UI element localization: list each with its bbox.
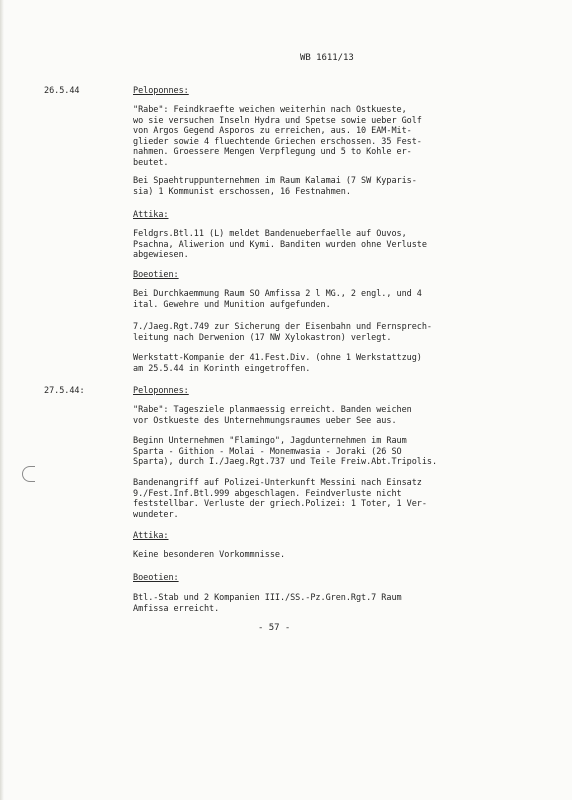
report-paragraph: "Rabe": Tagesziele planmaessig erreicht. Banden weichen vor Ostkueste des Unternehmungsraumes ueber See aus. (133, 405, 412, 426)
page-number: - 57 - (258, 623, 291, 633)
report-paragraph: Bei Durchkaemmung Raum SO Amfissa 2 l MG., 2 engl., und 4 ital. Gewehre und Munition aufgefunden. (133, 289, 422, 310)
report-paragraph: Keine besonderen Vorkommnisse. (133, 550, 286, 560)
section-heading-attika: Attika: (133, 531, 169, 541)
section-heading-boeotien: Boeotien: (133, 573, 179, 583)
report-paragraph: Bandenangriff auf Polizei-Unterkunft Messini nach Einsatz 9./Fest.Inf.Btl.999 abgeschlagen. Feindverluste nicht feststellbar. Verluste der griech.Polizei: 1 Toter, 1 Ver- wundeter. (133, 478, 427, 520)
section-heading-peloponnes: Peloponnes: (133, 386, 189, 396)
report-paragraph: Feldgrs.Btl.11 (L) meldet Bandenueberfaelle auf Ouvos, Psachna, Aliwerion und Kymi. Banditen wurden ohne Verluste abgewiesen. (133, 229, 427, 261)
section-heading-peloponnes: Peloponnes: (133, 86, 189, 96)
report-paragraph: Werkstatt-Kompanie der 41.Fest.Div. (ohne 1 Werkstattzug) am 25.5.44 in Korinth eingetroffen. (133, 353, 422, 374)
document-reference: WB 1611/13 (300, 53, 354, 63)
punch-hole-mark (22, 466, 35, 482)
page-edge-shadow (0, 0, 4, 800)
report-paragraph: Beginn Unternehmen "Flamingo", Jagdunternehmen im Raum Sparta - Githion - Molai - Monemwasia - Joraki (26 SO Sparta), durch I./Jaeg.Rgt.737 und Teile Freiw.Abt.Tripolis. (133, 436, 438, 468)
report-paragraph: "Rabe": Feindkraefte weichen weiterhin nach Ostkueste, wo sie versuchen Inseln Hydra und Spetse sowie ueber Golf von Argos Gegend Asporos zu erreichen, aus. 10 EAM-Mit- glieder sowie 4 fluechtende Griechen erschossen. 35 Fest- nahmen. Groessere Mengen Verpflegung und 5 to Kohle er- beutet. (133, 105, 422, 168)
report-paragraph: Bei Spaehtruppunternehmen im Raum Kalamai (7 SW Kyparis- sia) 1 Kommunist erschossen, 16 Festnahmen. (133, 176, 417, 197)
report-paragraph: 7./Jaeg.Rgt.749 zur Sicherung der Eisenbahn und Fernsprech- leitung nach Derwenion (17 NW Xylokastron) verlegt. (133, 322, 432, 343)
entry-date: 26.5.44 (44, 86, 80, 96)
entry-date: 27.5.44: (44, 386, 85, 396)
report-paragraph: Btl.-Stab und 2 Kompanien III./SS.-Pz.Gren.Rgt.7 Raum Amfissa erreicht. (133, 593, 402, 614)
section-heading-boeotien: Boeotien: (133, 270, 179, 280)
section-heading-attika: Attika: (133, 210, 169, 220)
